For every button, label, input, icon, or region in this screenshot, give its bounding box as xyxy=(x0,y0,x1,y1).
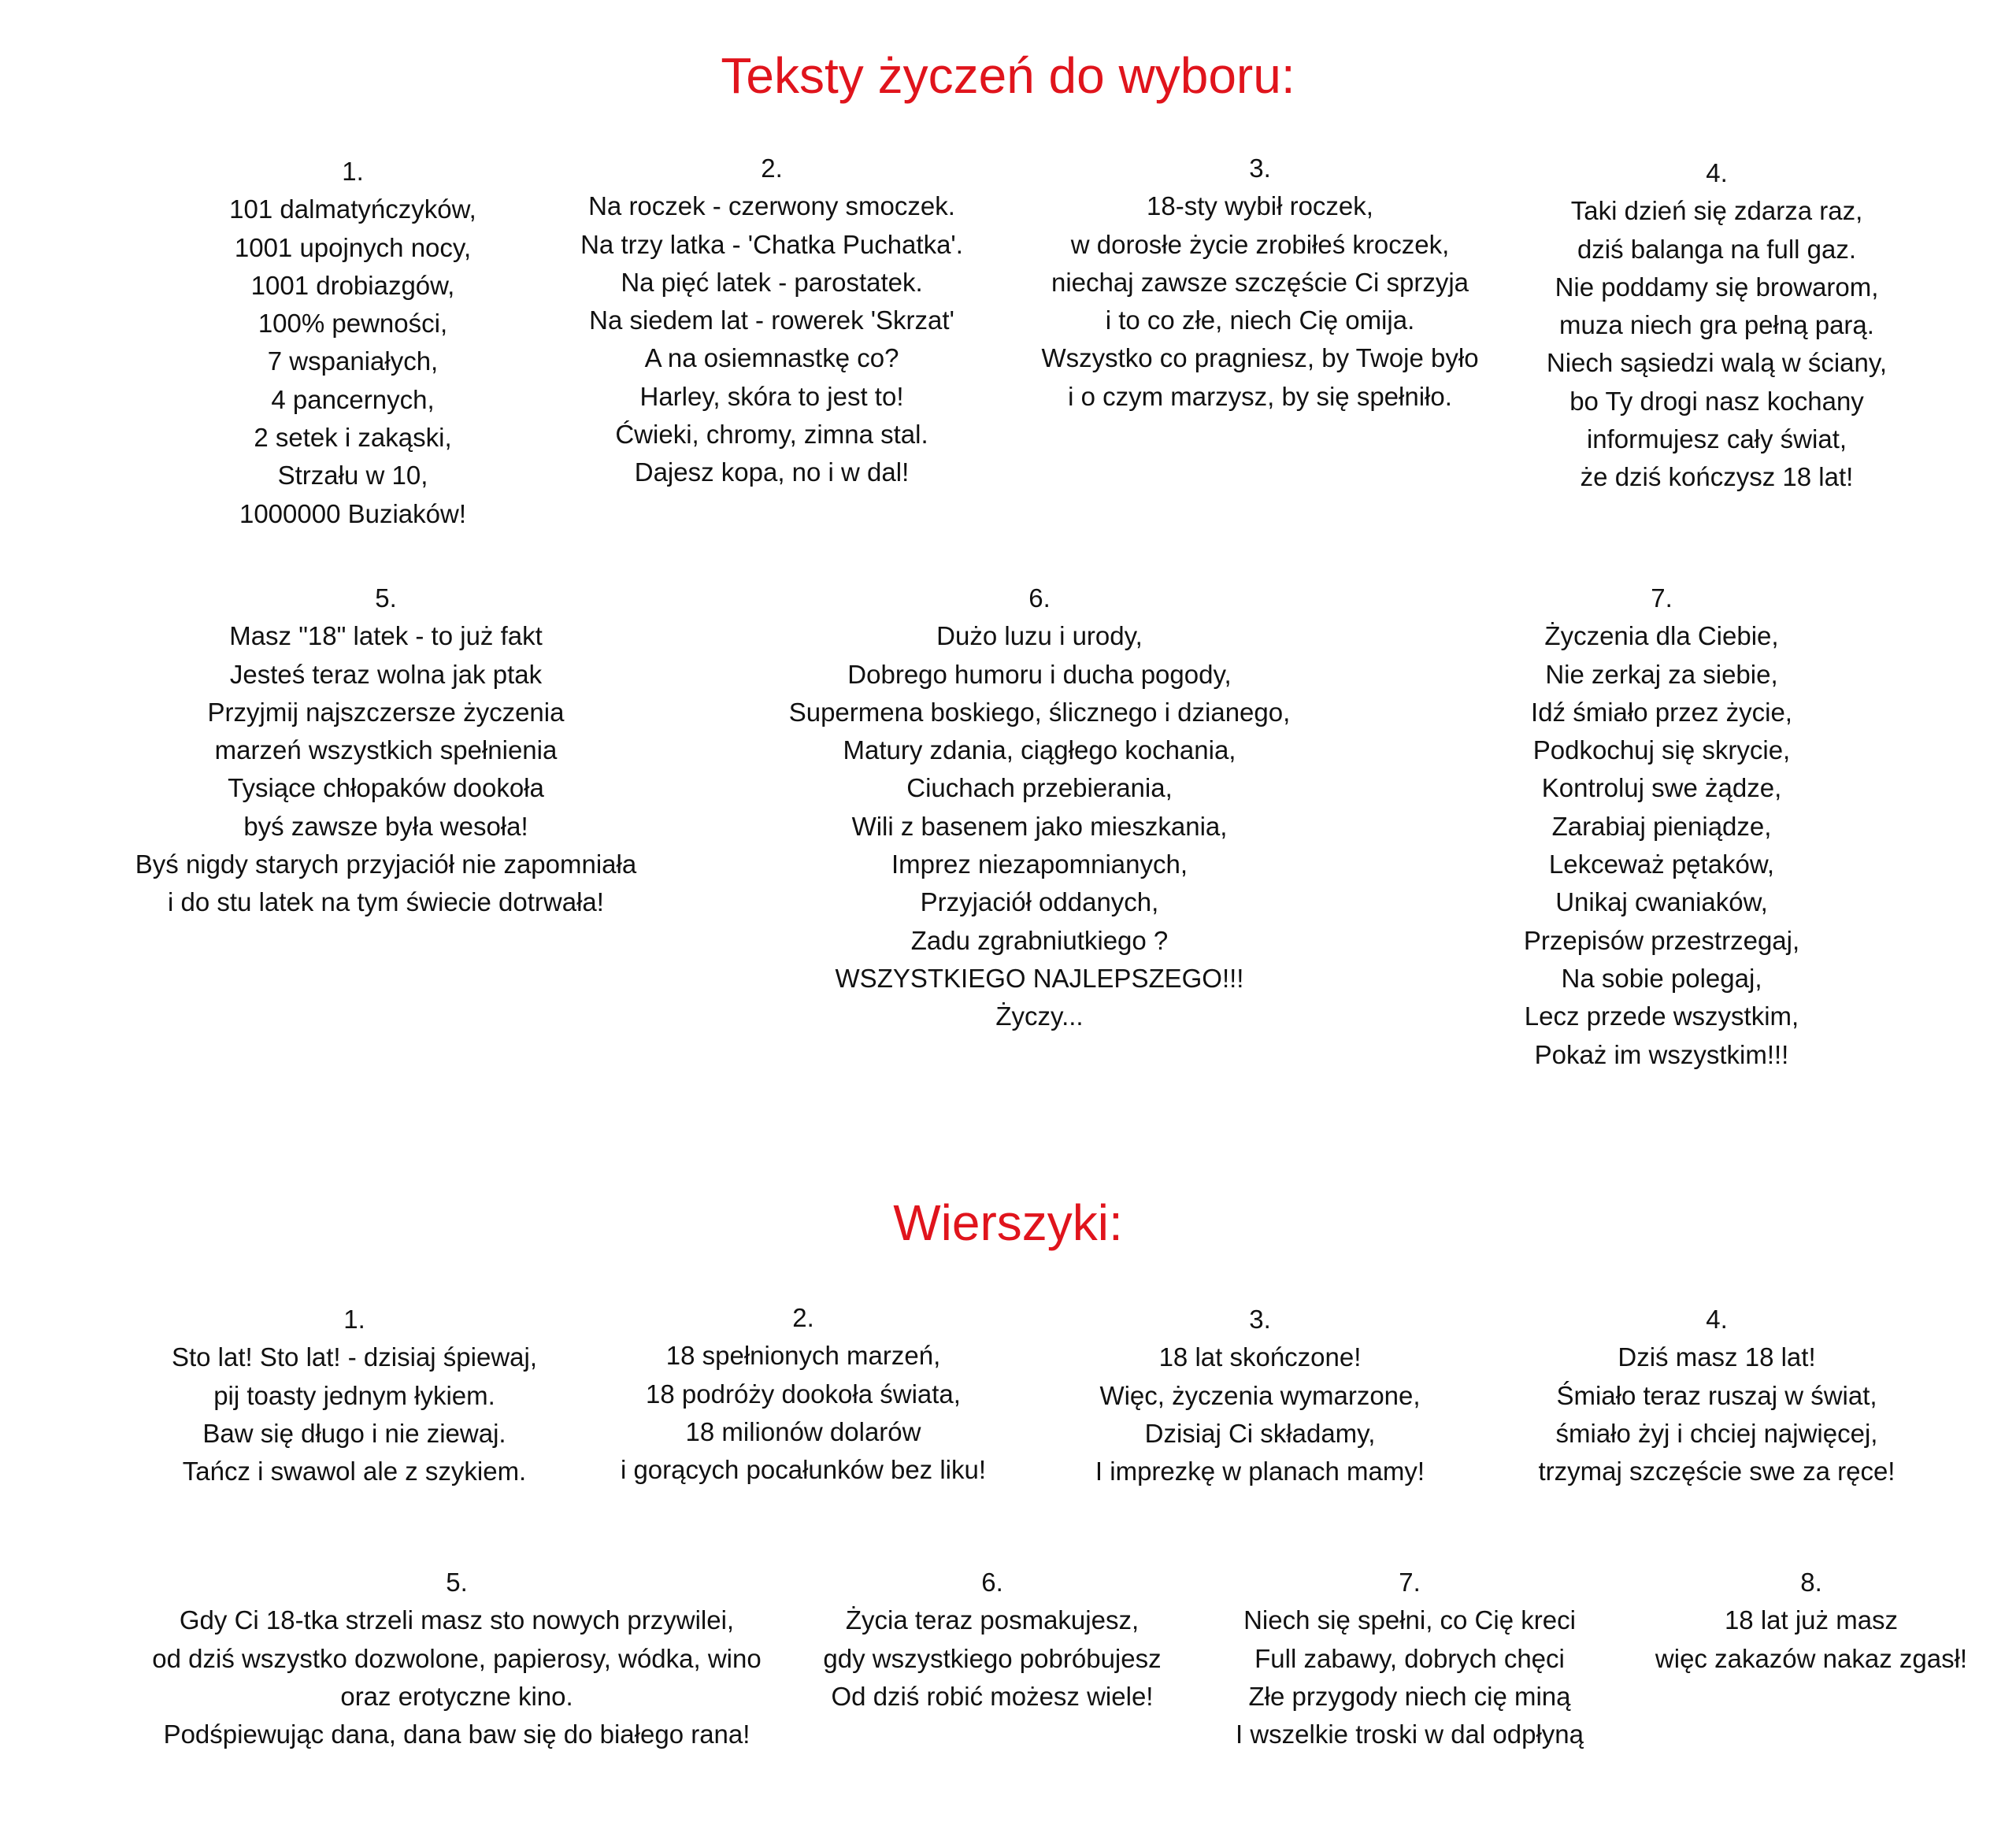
block-line: 2 setek i zakąski, xyxy=(254,423,452,453)
block-line: 18 spełnionych marzeń, xyxy=(665,1341,941,1371)
block-line: A na osiemnastkę co? xyxy=(644,343,899,373)
block-line: Nie zerkaj za siebie, xyxy=(1545,659,1778,689)
block-line: Full zabawy, dobrych chęci xyxy=(1254,1643,1565,1673)
block-line: informujesz cały świat, xyxy=(1586,424,1847,454)
block-line: Tysiące chłopaków dookoła xyxy=(228,773,544,803)
block-line: Na siedem lat - rowerek 'Skrzat' xyxy=(589,305,954,335)
block-line: Na trzy latka - 'Chatka Puchatka'. xyxy=(580,229,963,259)
wish-block xyxy=(1496,579,1827,1074)
block-line: 18 lat już masz xyxy=(1724,1605,1899,1635)
block-line: śmiało żyj i chciej najwięcej, xyxy=(1555,1418,1878,1448)
block-line: i gorących pocałunków bez liku! xyxy=(620,1455,987,1485)
block-line: Przyjaciół oddanych, xyxy=(920,887,1159,917)
block-line: I imprezkę w planach mamy! xyxy=(1095,1457,1425,1486)
block-number: 1. xyxy=(343,1305,365,1334)
block-number: 3. xyxy=(1249,1305,1271,1334)
block-number: 5. xyxy=(446,1568,468,1597)
block-line: WSZYSTKIEGO NAJLEPSZEGO!!! xyxy=(835,963,1244,993)
block-line: Jesteś teraz wolna jak ptak xyxy=(229,659,543,689)
block-number: 8. xyxy=(1800,1568,1822,1597)
block-line: Złe przygody niech cię miną xyxy=(1248,1681,1571,1711)
block-line: Dziś masz 18 lat! xyxy=(1618,1342,1816,1372)
block-line: Baw się długo i nie ziewaj. xyxy=(202,1418,506,1448)
block-line: Unikaj cwaniaków, xyxy=(1555,887,1768,917)
block-line: Przyjmij najszczersze życzenia xyxy=(207,697,565,727)
block-line: Tańcz i swawol ale z szykiem. xyxy=(182,1457,527,1486)
block-line: że dziś kończysz 18 lat! xyxy=(1580,462,1854,492)
block-line: Matury zdania, ciągłego kochania, xyxy=(843,735,1236,765)
block-number: 7. xyxy=(1399,1568,1421,1597)
block-number: 5. xyxy=(375,583,397,613)
poem-block xyxy=(1063,1301,1457,1490)
block-line: Na pięć latek - parostatek. xyxy=(621,267,923,297)
wish-block xyxy=(110,579,662,922)
block-line: trzymaj szczęście swe za ręce! xyxy=(1538,1457,1896,1486)
block-line: Podkochuj się skrycie, xyxy=(1532,735,1791,765)
wish-block xyxy=(187,153,518,533)
block-line: 7 wspaniałych, xyxy=(267,346,439,376)
block-line: oraz erotyczne kino. xyxy=(340,1681,573,1711)
block-number: 7. xyxy=(1651,583,1673,613)
block-line: Pokaż im wszystkim!!! xyxy=(1534,1039,1789,1069)
poem-block xyxy=(150,1301,559,1490)
wish-block xyxy=(1016,150,1504,416)
block-line: I wszelkie troski w dal odpłyną xyxy=(1235,1720,1584,1749)
block-line: i to co złe, niech Cię omija. xyxy=(1105,305,1415,335)
block-line: Życia teraz posmakujesz, xyxy=(845,1605,1140,1635)
block-line: Wili z basenem jako mieszkania, xyxy=(851,811,1228,841)
block-line: Na sobie polegaj, xyxy=(1561,963,1762,993)
block-line: Zadu zgrabniutkiego ? xyxy=(910,925,1169,955)
block-number: 6. xyxy=(1028,583,1051,613)
block-line: Lecz przede wszystkim, xyxy=(1524,1001,1799,1031)
poem-block xyxy=(1504,1301,1929,1490)
block-line: Ciuchach przebierania, xyxy=(906,773,1173,803)
block-line: Nie poddamy się browarom, xyxy=(1555,272,1879,302)
block-line: Dobrego humoru i ducha pogody, xyxy=(847,659,1232,689)
wish-block xyxy=(559,150,984,492)
block-number: 3. xyxy=(1249,154,1271,183)
block-line: Dajesz kopa, no i w dal! xyxy=(634,457,910,487)
block-line: 1000000 Buziaków! xyxy=(239,498,467,528)
block-number: 1. xyxy=(342,157,364,186)
block-line: Od dziś robić możesz wiele! xyxy=(831,1681,1154,1711)
block-line: pij toasty jednym łykiem. xyxy=(213,1380,495,1410)
poem-block xyxy=(1630,1564,1992,1678)
wish-block xyxy=(1520,154,1914,497)
block-line: Dzisiaj Ci składamy, xyxy=(1144,1418,1376,1448)
block-number: 4. xyxy=(1706,158,1728,187)
block-line: Byś nigdy starych przyjaciół nie zapomniała xyxy=(135,850,637,879)
block-line: 1001 drobiazgów, xyxy=(250,270,455,300)
block-line: 18 podróży dookoła świata, xyxy=(646,1379,961,1409)
block-line: Kontroluj swe żądze, xyxy=(1541,773,1782,803)
block-line: Śmiało teraz ruszaj w świat, xyxy=(1556,1380,1877,1410)
block-line: Lekceważ pętaków, xyxy=(1548,850,1775,879)
block-line: Taki dzień się zdarza raz, xyxy=(1570,196,1863,226)
block-line: Idź śmiało przez życie, xyxy=(1531,697,1792,727)
block-line: Ćwieki, chromy, zimna stal. xyxy=(615,420,928,450)
block-number: 4. xyxy=(1706,1305,1728,1334)
block-line: 1001 upojnych nocy, xyxy=(234,232,472,262)
block-line: więc zakazów nakaz zgasł! xyxy=(1655,1643,1968,1673)
block-line: i do stu latek na tym świecie dotrwała! xyxy=(168,887,604,917)
block-line: byś zawsze była wesoła! xyxy=(243,811,528,841)
section-title-poems: Wierszyki: xyxy=(893,1194,1123,1251)
block-line: Masz "18" latek - to już fakt xyxy=(229,621,543,651)
block-line: Niech sąsiedzi walą w ściany, xyxy=(1546,348,1888,378)
block-line: Na roczek - czerwony smoczek. xyxy=(588,191,955,221)
block-line: Strzału w 10, xyxy=(277,461,428,491)
block-line: Dużo luzu i urody, xyxy=(936,621,1143,651)
block-line: Podśpiewując dana, dana baw się do białego rana! xyxy=(163,1720,750,1749)
block-line: Imprez niezapomnianych, xyxy=(891,850,1188,879)
block-line: Gdy Ci 18-tka strzeli masz sto nowych przywilei, xyxy=(179,1605,735,1635)
block-line: od dziś wszystko dozwolone, papierosy, wódka, wino xyxy=(152,1643,762,1673)
block-line: 18 lat skończone! xyxy=(1158,1342,1362,1372)
block-line: Wszystko co pragniesz, by Twoje było xyxy=(1041,343,1479,373)
block-line: i o czym marzysz, by się spełniło. xyxy=(1068,381,1452,411)
block-line: 101 dalmatyńczyków, xyxy=(229,194,476,224)
wish-block xyxy=(756,579,1323,1036)
block-line: marzeń wszystkich spełnienia xyxy=(214,735,558,765)
block-line: bo Ty drogi nasz kochany xyxy=(1569,386,1864,416)
block-line: 4 pancernych, xyxy=(271,384,435,414)
block-line: muza niech gra pełną parą. xyxy=(1559,310,1874,340)
block-line: Przepisów przestrzegaj, xyxy=(1523,925,1800,955)
poem-block xyxy=(598,1299,1008,1489)
block-line: 18 milionów dolarów xyxy=(685,1416,921,1446)
block-line: Więc, życzenia wymarzone, xyxy=(1099,1380,1421,1410)
section-title-wishes: Teksty życzeń do wyboru: xyxy=(721,47,1295,104)
block-line: 18-sty wybił roczek, xyxy=(1147,191,1373,221)
poem-block xyxy=(1205,1564,1614,1753)
block-line: niechaj zawsze szczęście Ci sprzyja xyxy=(1051,267,1469,297)
block-line: Zarabiaj pieniądze, xyxy=(1551,811,1772,841)
block-line: w dorosłe życie zrobiłeś kroczek, xyxy=(1070,229,1450,259)
block-line: 100% pewności, xyxy=(258,309,448,339)
block-line: Supermena boskiego, ślicznego i dzianego, xyxy=(788,697,1291,727)
block-number: 2. xyxy=(761,154,783,183)
block-line: dziś balanga na full gaz. xyxy=(1577,234,1857,264)
block-line: Życzenia dla Ciebie, xyxy=(1544,621,1779,651)
block-line: Sto lat! Sto lat! - dzisiaj śpiewaj, xyxy=(171,1342,538,1372)
block-line: gdy wszystkiego pobróbujesz xyxy=(823,1643,1162,1673)
block-number: 2. xyxy=(792,1303,814,1332)
poem-block xyxy=(803,1564,1181,1716)
poem-block xyxy=(126,1564,788,1753)
block-line: Niech się spełni, co Cię kreci xyxy=(1243,1605,1576,1635)
block-line: Harley, skóra to jest to! xyxy=(639,381,904,411)
block-number: 6. xyxy=(981,1568,1003,1597)
block-line: Życzy... xyxy=(995,1001,1084,1031)
